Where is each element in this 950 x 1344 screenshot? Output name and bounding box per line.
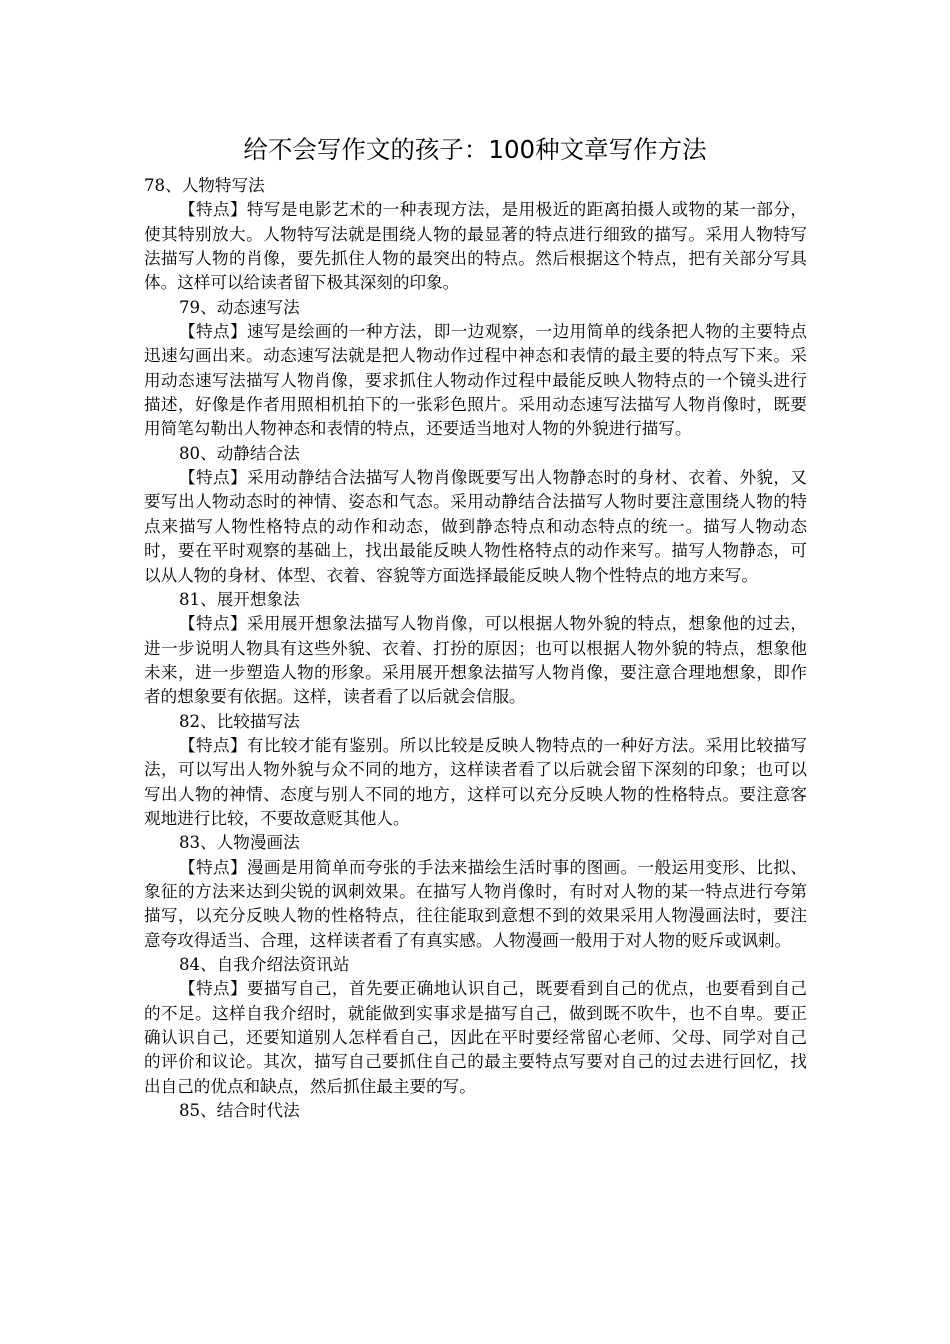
section-text-84: 【特点】要描写自己，首先要正确地认识自己，既要看到自己的优点，也要看到自己的不足。这样自我介绍时，就能做到实事求是描写自己，做到既不吹牛，也不自卑。要正确认识自己，还要知道别人怎样看自己，因此在平时要经常留心老师、父母、同学对自己的评价和议论。其次，描写自己要抓住自己的最主要特点写要对自己的过去进行回忆，找出自己的优点和缺点，然后抓住最主要的写。 [144, 979, 807, 1096]
section-heading-78: 78、人物特写法 [144, 176, 265, 195]
section-heading-84: 84、自我介绍法资讯站 [179, 955, 350, 974]
section-text-80: 【特点】采用动静结合法描写人物肖像既要写出人物静态时的身材、衣着、外貌，又要写出人物动态时的神情、姿态和气态。采用动静结合法描写人物时要注意围绕人物的特点来描写人物性格特点的动作和动态，做到静态特点和动态特点的统一。描写人物动态时，要在平时观察的基础上，找出最能反映人物性格特点的动作来写。描写人物静态，可以从人物的身材、体型、衣着、容貌等方面选择最能反映人物个性特点的地方来写。 [144, 468, 807, 585]
section-heading-85: 85、结合时代法 [179, 1101, 300, 1121]
section-heading-81: 81、展开想象法 [179, 589, 300, 609]
document-body [144, 174, 807, 1123]
section-heading-79: 79、动态速写法 [179, 297, 300, 317]
section-text-78: 【特点】特写是电影艺术的一种表现方法，是用极近的距离拍摄人或物的某一部分，使其特别放大。人物特写法就是围绕人物的最显著的特点进行细致的描写。采用人物特写法描写人物的肖像，要先抓住人物的最突出的特点。然后根据这个特点，把有关部分写具体。这样可以给读者留下极其深刻的印象。 [144, 200, 807, 293]
section-text-81: 【特点】采用展开想象法描写人物肖像，可以根据人物外貌的特点，想象他的过去，进一步说明人物具有这些外貌、衣着、打扮的原因；也可以根据人物外貌的特点，想象他未来，进一步塑造人物的形象。采用展开想象法描写人物肖像，要注意合理地想象，即作者的想象要有依据。这样，读者看了以后就会信服。 [144, 614, 807, 707]
document-title: 给不会写作文的孩子：100种文章写作方法 [243, 135, 707, 164]
section-text-83: 【特点】漫画是用简单而夸张的手法来描绘生活时事的图画。一般运用变形、比拟、象征的方法来达到尖锐的讽刺效果。在描写人物肖像时，有时对人物的某一特点进行夸第描写，以充分反映人物的性格特点，往往能取到意想不到的效果采用人物漫画法时，要注意夸攻得适当、合理，这样读者看了有真实感。人物漫画一般用于对人物的贬斥或讽刺。 [144, 857, 807, 950]
section-heading-82: 82、比较描写法 [179, 711, 300, 731]
section-heading-83: 83、人物漫画法 [179, 833, 300, 853]
section-text-82: 【特点】有比较才能有鉴别。所以比较是反映人物特点的一种好方法。采用比较描写法，可以写出人物外貌与众不同的地方，这样读者看了以后就会留下深刻的印象；也可以写出人物的神情、态度与别人不同的地方，这样可以充分反映人物的性格特点。要注意客观地进行比较，不要故意贬其他人。 [144, 735, 807, 828]
section-text-79: 【特点】速写是绘画的一种方法，即一边观察，一边用简单的线条把人物的主要特点迅速勾画出来。动态速写法就是把人物动作过程中神态和表情的最主要的特点写下来。采用动态速写法描写人物肖像，要求抓住人物动作过程中最能反映人物特点的一个镜头进行描述，好像是作者用照相机拍下的一张彩色照片。采用动态速写法描写人物肖像时，既要用简笔勾勒出人物神态和表情的特点，还要适当地对人物的外貌进行描写。 [144, 322, 807, 439]
section-heading-80: 80、动静结合法 [179, 443, 300, 463]
